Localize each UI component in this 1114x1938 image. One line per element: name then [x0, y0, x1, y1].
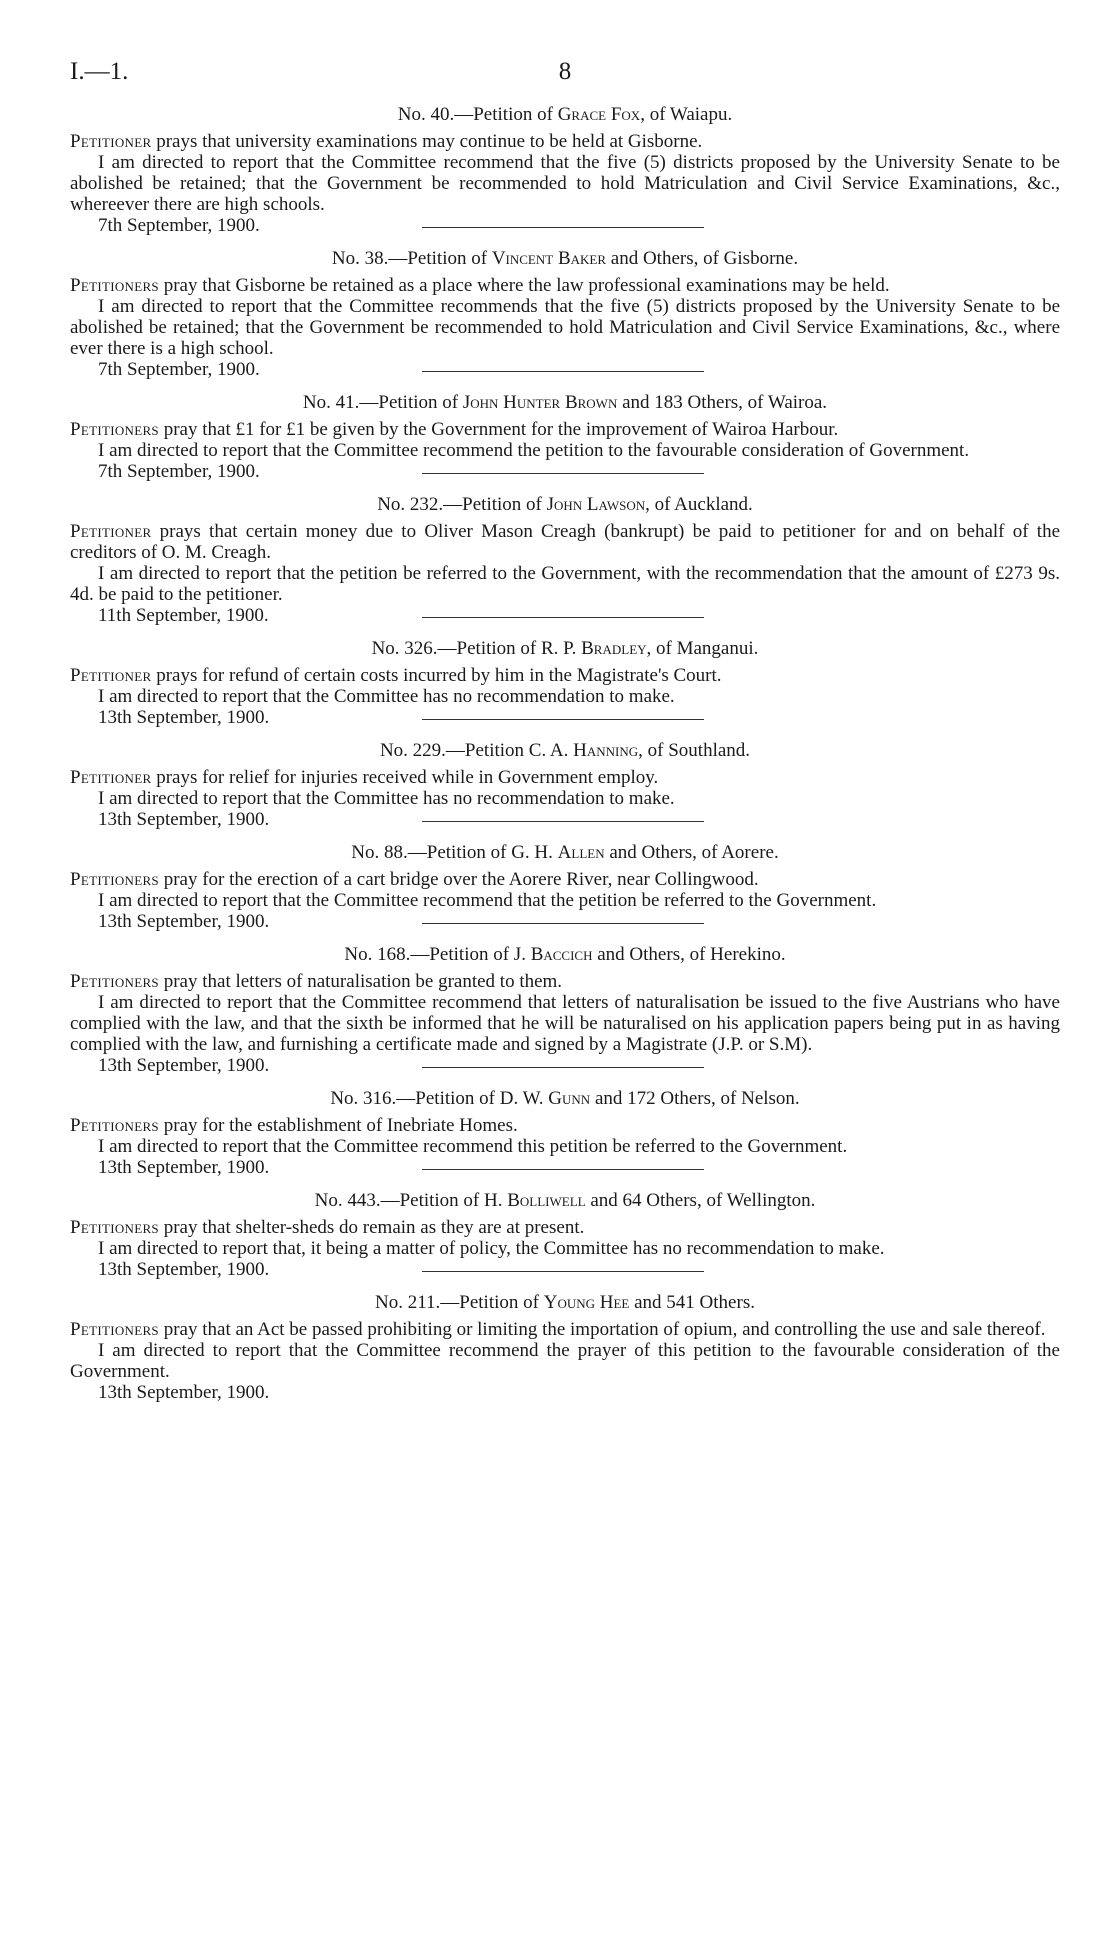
petition-prayer: Petitioners pray that an Act be passed prohibiting or limiting the importation of opium, and controlling the use and sale thereof. — [70, 1319, 1046, 1340]
committee-report: I am directed to report that the Committee recommend that letters of naturalisation be issued to the five Austrians who have complied with the law, and that the sixth be informed that he will be naturalised on his application papers being put in as having complied with the law, and furnishing a certificate made and signed by a Magistrate (J.P. or S.M). — [70, 992, 1060, 1055]
divider-rule — [422, 473, 704, 474]
committee-report: I am directed to report that the Committee recommend the petition to the favourable consideration of Government. — [98, 440, 970, 461]
document-reference: I.—1. — [70, 58, 129, 85]
committee-report: I am directed to report that the Committee recommend this petition be referred to the Government. — [98, 1136, 848, 1157]
petitioner-name: Gunn — [548, 1088, 591, 1109]
petitioner-name: Grace Fox — [557, 104, 641, 125]
divider-rule — [422, 227, 704, 228]
petitioner-name: Bolliwell — [507, 1190, 586, 1211]
petition-title: No. 40.—Petition of Grace Fox, of Waiapu. — [397, 104, 733, 125]
page-number: 8 — [558, 58, 572, 85]
petition-title: No. 88.—Petition of G. H. Allen and Others, of Aorere. — [351, 842, 779, 863]
petitioner-name: Young Hee — [543, 1292, 630, 1313]
petitioner-name: John Hunter Brown — [462, 392, 618, 413]
petition-entry — [70, 1086, 1060, 1179]
petition-title: No. 229.—Petition C. A. Hanning, of Southland. — [379, 740, 751, 761]
petition-entry — [70, 1188, 1060, 1281]
petition-entry — [70, 636, 1060, 729]
petition-entry — [70, 246, 1060, 381]
petition-entry — [70, 738, 1060, 831]
report-date: 13th September, 1900. — [70, 1157, 1060, 1179]
divider-rule — [422, 371, 704, 372]
divider-rule — [422, 1067, 704, 1068]
report-date: 7th September, 1900. — [70, 359, 1060, 381]
petitioner-name: Baccich — [530, 944, 593, 965]
petition-title: No. 38.—Petition of Vincent Baker and Others, of Gisborne. — [331, 248, 799, 269]
petition-prayer: Petitioner prays that certain money due to Oliver Mason Creagh (bankrupt) be paid to petitioner for and on behalf of the creditors of O. M. Creagh. — [70, 521, 1060, 563]
petition-prayer: Petitioners pray that letters of naturalisation be granted to them. — [70, 971, 563, 992]
petitioner-name: Allen — [557, 842, 605, 863]
petition-prayer: Petitioners pray that £1 for £1 be given by the Government for the improvement of Wairoa Harbour. — [70, 419, 839, 440]
petition-entry — [70, 942, 1060, 1077]
committee-report: I am directed to report that the Committee has no recommendation to make. — [98, 686, 675, 707]
divider-rule — [422, 617, 704, 618]
committee-report: I am directed to report that the Committee has no recommendation to make. — [98, 788, 675, 809]
petition-prayer: Petitioners pray for the erection of a cart bridge over the Aorere River, near Collingwood. — [70, 869, 759, 890]
petition-title: No. 168.—Petition of J. Baccich and Others, of Herekino. — [344, 944, 786, 965]
divider-rule — [422, 719, 704, 720]
petition-prayer: Petitioners pray for the establishment of Inebriate Homes. — [70, 1115, 518, 1136]
petitioner-name: R. P. Bradley — [541, 638, 647, 659]
petition-title: No. 41.—Petition of John Hunter Brown and 183 Others, of Wairoa. — [302, 392, 828, 413]
report-date: 13th September, 1900. — [70, 707, 1060, 729]
petitioner-name: Vincent Baker — [491, 248, 607, 269]
committee-report: I am directed to report that the Committee recommends that the five (5) districts proposed by the University Senate to be abolished be retained; that the Government be recommended to hold Matriculation and Civil Service Examinations, &c., where ever there is a high school. — [70, 296, 1060, 359]
petition-prayer: Petitioner prays that university examinations may continue to be held at Gisborne. — [70, 131, 703, 152]
petition-entry — [70, 840, 1060, 933]
page-header — [70, 58, 1060, 102]
petition-prayer: Petitioner prays for relief for injuries received while in Government employ. — [70, 767, 659, 788]
petition-title: No. 232.—Petition of John Lawson, of Auckland. — [377, 494, 753, 515]
petition-prayer: Petitioners pray that Gisborne be retained as a place where the law professional examinations may be held. — [70, 275, 890, 296]
document-page — [70, 58, 1060, 1413]
petition-title: No. 443.—Petition of H. Bolliwell and 64 Others, of Wellington. — [314, 1190, 816, 1211]
petition-title: No. 211.—Petition of Young Hee and 541 Others. — [375, 1292, 755, 1313]
report-date: 13th September, 1900. — [70, 1259, 1060, 1281]
report-date: 13th September, 1900. — [70, 809, 1060, 831]
petition-title: No. 316.—Petition of D. W. Gunn and 172 Others, of Nelson. — [330, 1088, 800, 1109]
petition-entry — [70, 492, 1060, 627]
report-date: 13th September, 1900. — [70, 1055, 1060, 1077]
committee-report: I am directed to report that the Committee recommend the prayer of this petition to the favourable consideration of the Government. — [70, 1340, 1060, 1382]
petitioner-name: John Lawson — [546, 494, 646, 515]
divider-rule — [422, 1169, 704, 1170]
divider-rule — [422, 1271, 704, 1272]
divider-rule — [422, 821, 704, 822]
report-date: 11th September, 1900. — [70, 605, 1060, 627]
petition-prayer: Petitioners pray that shelter-sheds do remain as they are at present. — [70, 1217, 585, 1238]
committee-report: I am directed to report that, it being a matter of policy, the Committee has no recommendation to make. — [98, 1238, 885, 1259]
report-date: 13th September, 1900. — [98, 1382, 270, 1403]
petition-entry — [70, 1290, 1060, 1404]
report-date: 7th September, 1900. — [70, 461, 1060, 483]
report-date: 7th September, 1900. — [70, 215, 1060, 237]
petition-prayer: Petitioner prays for refund of certain costs incurred by him in the Magistrate's Court. — [70, 665, 722, 686]
petition-title: No. 326.—Petition of R. P. Bradley, of Manganui. — [371, 638, 759, 659]
committee-report: I am directed to report that the Committee recommend that the petition be referred to the Government. — [98, 890, 877, 911]
committee-report: I am directed to report that the Committee recommend that the five (5) districts proposed by the University Senate to be abolished be retained; that the Government be recommended to hold Matriculation and Civil Service Examinations, &c., whereever there are high schools. — [70, 152, 1060, 215]
committee-report: I am directed to report that the petition be referred to the Government, with the recommendation that the amount of £273 9s. 4d. be paid to the petitioner. — [70, 563, 1060, 605]
petition-entry — [70, 390, 1060, 483]
petitioner-name: Hanning — [573, 740, 639, 761]
petition-entry — [70, 102, 1060, 237]
report-date: 13th September, 1900. — [70, 911, 1060, 933]
divider-rule — [422, 923, 704, 924]
